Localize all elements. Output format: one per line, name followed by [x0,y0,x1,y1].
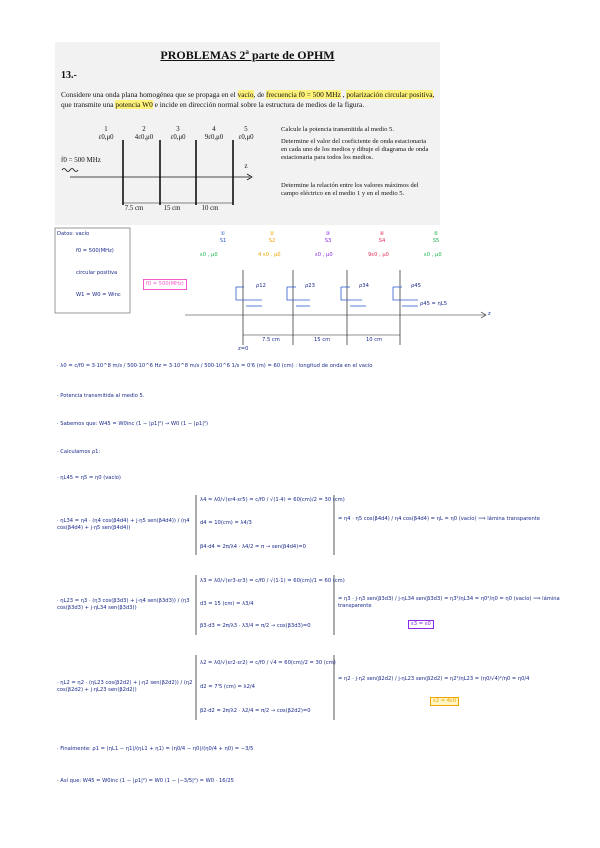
hw-medium-4-params: 9ε0 , μ0 [368,252,389,258]
problem-number: 13.- [61,70,77,81]
task-3: Determine la relación entre los valores máximos del campo eléctrico en el medio 1 y en el medio 5. [281,182,419,197]
highlight-vacio: vacío [237,90,254,99]
statement-part: , [340,90,347,99]
hw-eq3: · ηL2 = η2 · (ηL23 cos(β2d2) + j·η2 sen(β2d2)) / (η2 cos(β2d2) + j·ηL23 sen(β2d2)) [57,680,193,693]
page-title: PROBLEMAS 2ª parte de OPHM [160,48,335,62]
hw-last-load: ρ45 = ηL5 [420,301,448,307]
hw-medium-5: ⑤ S5 [432,231,440,244]
hw-lambda: · λ0 = c/f0 = 3·10^8 m/s / 500·10^6 Hz = 3·10^8 m/s / 500·10^6 1/s = 0'6 (m) = 60 (cm) : longitud de onda en el vacío [57,363,373,369]
hw-z0: z=0 [238,346,249,352]
hw-medium-3-params: ε0 , μ0 [315,252,333,258]
hw-eq3c: β2·d2 = 2π/λ2 · λ2/4 = π/2 → cos(β2d2)=0 [200,708,311,714]
hw-eq1-result: = η4 · η5 cos(β4d4) / η4 cos(β4d4) = ηL = η0 (vacío) ⟹ lámina transparente [338,516,540,522]
frequency-label: f0 = 500 MHz [61,156,101,164]
hw-medium-2: ② S2 [268,231,276,244]
hw-medium-2-params: 4 ε0 , μ0 [258,252,281,258]
hw-eq3a: λ2 = λ0/√(εr2·εr2) = c/f0 / √4 = 60(cm)/2 = 30 (cm) [200,660,336,666]
hw-eq3-result: = η2 · j·η2 sen(β2d2) / j·ηL23 sen(β2d2) = η2²/ηL23 = (η0/√4)²/η0 = η0/4 [338,676,530,682]
highlight-frecuencia: frecuencia f0 = 500 MHz [266,90,341,99]
hw-medium-5-params: ε0 , μ0 [424,252,442,258]
hw-freq-box: f0 = 500(MHz) [143,279,187,290]
hw-d2: 15 cm [314,337,331,343]
hw-medium-1-params: ε0 , μ0 [200,252,218,258]
hw-potencia: · Potencia transmitida al medio 5. [57,393,145,399]
hw-d3: 10 cm [366,337,383,343]
hw-rho-23: ρ23 [305,283,315,289]
hw-asi: · Así que: W45 = W0inc (1 − |ρ1|²) = W0 (1 − |−3/5|²) = W0 · 16/25 [57,778,234,784]
medium-2-label: 2 4ε0,μ0 [134,126,154,141]
hw-calculamos: · Calculamos ρ1: [57,449,101,455]
medium-1-label: 1 ε0,μ0 [98,126,114,141]
medium-4-label: 4 9ε0,μ0 [204,126,224,141]
hw-medium-3: ③ S3 [324,231,332,244]
hw-eq2a: λ3 = λ0/√(εr3·εr3) = c/f0 / √(1·1) = 60(cm)/1 = 60 (cm) [200,578,345,584]
hw-sabemos: · Sabemos que: W45 = W0inc (1 − |ρ1|²) → W0 (1 − |ρ1|²) [57,421,209,427]
hw-rho-45: ρ45 [411,283,421,289]
hw-datos: Datos: vacío [57,231,90,237]
hw-eq2b: d3 = 15 (cm) = λ3/4 [200,601,254,607]
hw-final: · Finalmente: ρ1 = (ηL1 − η1)/(ηL1 + η1) = (η0/4 − η0)/(η0/4 + η0) = −3/5 [57,746,254,752]
highlight-polarizacion: polarización circular positiva [346,90,433,99]
hw-eq3b: d2 = 7'5 (cm) = λ2/4 [200,684,255,690]
hw-z-label: z [488,311,491,317]
medium-5-label: 5 ε0,μ0 [238,126,254,141]
hw-eq1b: d4 = 10(cm) = λ4/3 [200,520,252,526]
distance-3-label: 10 cm [201,205,219,212]
hw-rho-12: ρ12 [256,283,266,289]
hw-eq2: · ηL23 = η3 · (η3 cos(β3d3) + j·η4 sen(β3d3)) / (η3 cos(β3d3) + j·ηL34 sen(β3d3)) [57,598,190,611]
hw-eq1: · ηL34 = η4 · (η4 cos(β4d4) + j·η5 sen(β4d4)) / (η4 cos(β4d4) + j·η5 sen(β4d4)) [57,518,190,531]
distance-2-label: 15 cm [163,205,181,212]
interface-lines [123,140,233,205]
highlight-potencia: potencia W0 [115,100,153,109]
wave-icon [62,169,78,172]
hw-eq1a: λ4 = λ0/√(εr4·εr5) = c/f0 / √(1·4) = 60(cm)/2 = 30 (cm) [200,497,345,503]
hw-rho-34: ρ34 [359,283,369,289]
distance-1-label: 7.5 cm [124,205,144,212]
hw-eq3-box: ε2 = 4ε0 [430,697,459,706]
z-axis-label: z [244,163,248,170]
statement-part: e incide en dirección normal sobre la estructura de medios de la figura. [152,100,365,109]
statement-part: Considere una onda plana homogénea que se propaga en el [61,90,238,99]
hw-f0: f0 = 500(MHz) [76,248,114,254]
hw-circular: circular positiva [76,270,118,276]
hw-medium-1: ① S1 [219,231,227,244]
medium-3-label: 3 ε0,μ0 [170,126,186,141]
hw-medium-4: ④ S4 [378,231,386,244]
task-2: Determine el valor del coeficiente de onda estacionaria en cada uno de los medios y dibuje el diagrama de onda estacionaria para todos los medios. [281,138,429,161]
hw-eta45: · ηL45 = η5 = η0 (vacío) [57,475,121,481]
hw-power: W1 = W0 = Winc [76,292,121,298]
hw-eq2c: β3·d3 = 2π/λ3 · λ3/4 = π/2 → cos(β3d3)=0 [200,623,311,629]
statement-part: , que transmite una [61,90,435,109]
hw-eq2-box: ε3 = ε0 [408,620,434,629]
statement-part: , de [253,90,267,99]
task-1: Calcule la potencia transmitida al medio 5. [281,126,394,133]
hw-eq2-result: = η3 · j·η3 sen(β3d3) / j·ηL34 sen(β3d3) = η3²/ηL34 = η0²/η0 = η0 (vacío) ⟹ lámina transparente [338,596,560,609]
hw-eq1c: β4·d4 = 2π/λ4 · λ4/2 = π → sen(β4d4)=0 [200,544,306,550]
hw-interfaces [243,270,400,345]
hw-d1: 7.5 cm [262,337,280,343]
